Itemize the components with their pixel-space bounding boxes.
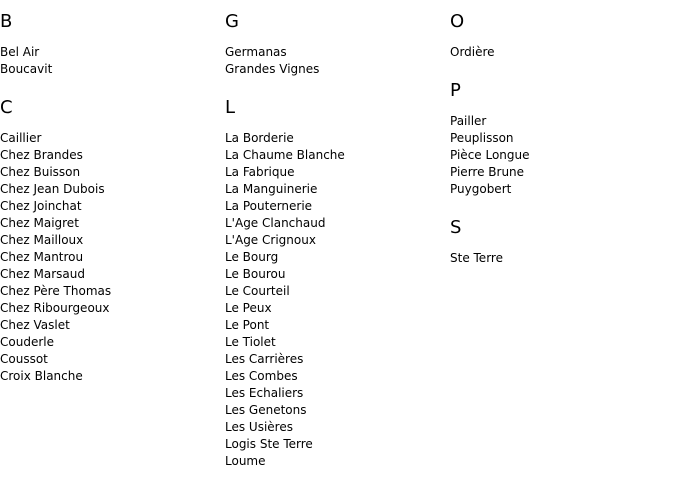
letter-section-g: [225, 11, 445, 78]
letter-heading: L: [225, 97, 236, 118]
list-item: Ordière: [450, 45, 495, 59]
entry-list: [225, 44, 445, 78]
letter-heading: B: [0, 11, 13, 32]
index-column-2: [225, 0, 445, 470]
list-item: Logis Ste Terre: [225, 437, 313, 451]
list-item: Les Carrières: [225, 352, 304, 366]
list-item: Le Peux: [225, 301, 272, 315]
list-item: Les Echaliers: [225, 386, 304, 400]
list-item: Loume: [225, 454, 266, 468]
list-item: Le Pont: [225, 318, 270, 332]
letter-heading: G: [225, 11, 239, 32]
letter-section-c: [0, 97, 220, 385]
entry-list: [450, 113, 670, 198]
list-item: Chez Vaslet: [0, 318, 70, 332]
list-item: Chez Mantrou: [0, 250, 84, 264]
entry-list: [0, 44, 220, 78]
list-item: La Pouternerie: [225, 199, 313, 213]
list-item: La Borderie: [225, 131, 294, 145]
list-item: Grandes Vignes: [225, 62, 320, 76]
list-item: Coussot: [0, 352, 48, 366]
letter-heading: O: [450, 11, 465, 32]
list-item: Chez Mailloux: [0, 233, 84, 247]
list-item: Caillier: [0, 131, 42, 145]
entry-list: [450, 250, 670, 267]
letter-heading: P: [450, 80, 461, 101]
list-item: La Chaume Blanche: [225, 148, 345, 162]
list-item: Croix Blanche: [0, 369, 83, 383]
list-item: Chez Ribourgeoux: [0, 301, 110, 315]
letter-section-s: [450, 217, 670, 267]
list-item: Le Courteil: [225, 284, 290, 298]
list-item: Le Bourou: [225, 267, 286, 281]
list-item: Bel Air: [0, 45, 40, 59]
list-item: Le Bourg: [225, 250, 279, 264]
list-item: Peuplisson: [450, 131, 514, 145]
list-item: Chez Marsaud: [0, 267, 85, 281]
list-item: Pailler: [450, 114, 487, 128]
list-item: Germanas: [225, 45, 287, 59]
letter-heading: S: [450, 217, 462, 238]
list-item: La Fabrique: [225, 165, 295, 179]
list-item: Le Tiolet: [225, 335, 276, 349]
letter-section-l: [225, 97, 445, 470]
list-item: Les Combes: [225, 369, 298, 383]
entry-list: [0, 130, 220, 385]
index-column-1: [0, 0, 220, 385]
list-item: Puygobert: [450, 182, 512, 196]
list-item: La Manguinerie: [225, 182, 318, 196]
list-item: Les Genetons: [225, 403, 307, 417]
list-item: L'Age Crignoux: [225, 233, 316, 247]
list-item: Chez Père Thomas: [0, 284, 112, 298]
list-item: Couderle: [0, 335, 54, 349]
list-item: Chez Jean Dubois: [0, 182, 105, 196]
list-item: Chez Buisson: [0, 165, 81, 179]
list-item: Boucavit: [0, 62, 53, 76]
entry-list: [450, 44, 670, 61]
letter-section-o: [450, 11, 670, 61]
list-item: Chez Maigret: [0, 216, 79, 230]
list-item: Chez Brandes: [0, 148, 83, 162]
list-item: Les Usières: [225, 420, 293, 434]
entry-list: [225, 130, 445, 470]
index-column-3: [450, 0, 670, 267]
letter-heading: C: [0, 97, 13, 118]
list-item: Ste Terre: [450, 251, 503, 265]
list-item: Chez Joinchat: [0, 199, 82, 213]
list-item: Pièce Longue: [450, 148, 530, 162]
list-item: L'Age Clanchaud: [225, 216, 326, 230]
letter-section-p: [450, 80, 670, 198]
letter-section-b: [0, 11, 220, 78]
list-item: Pierre Brune: [450, 165, 525, 179]
